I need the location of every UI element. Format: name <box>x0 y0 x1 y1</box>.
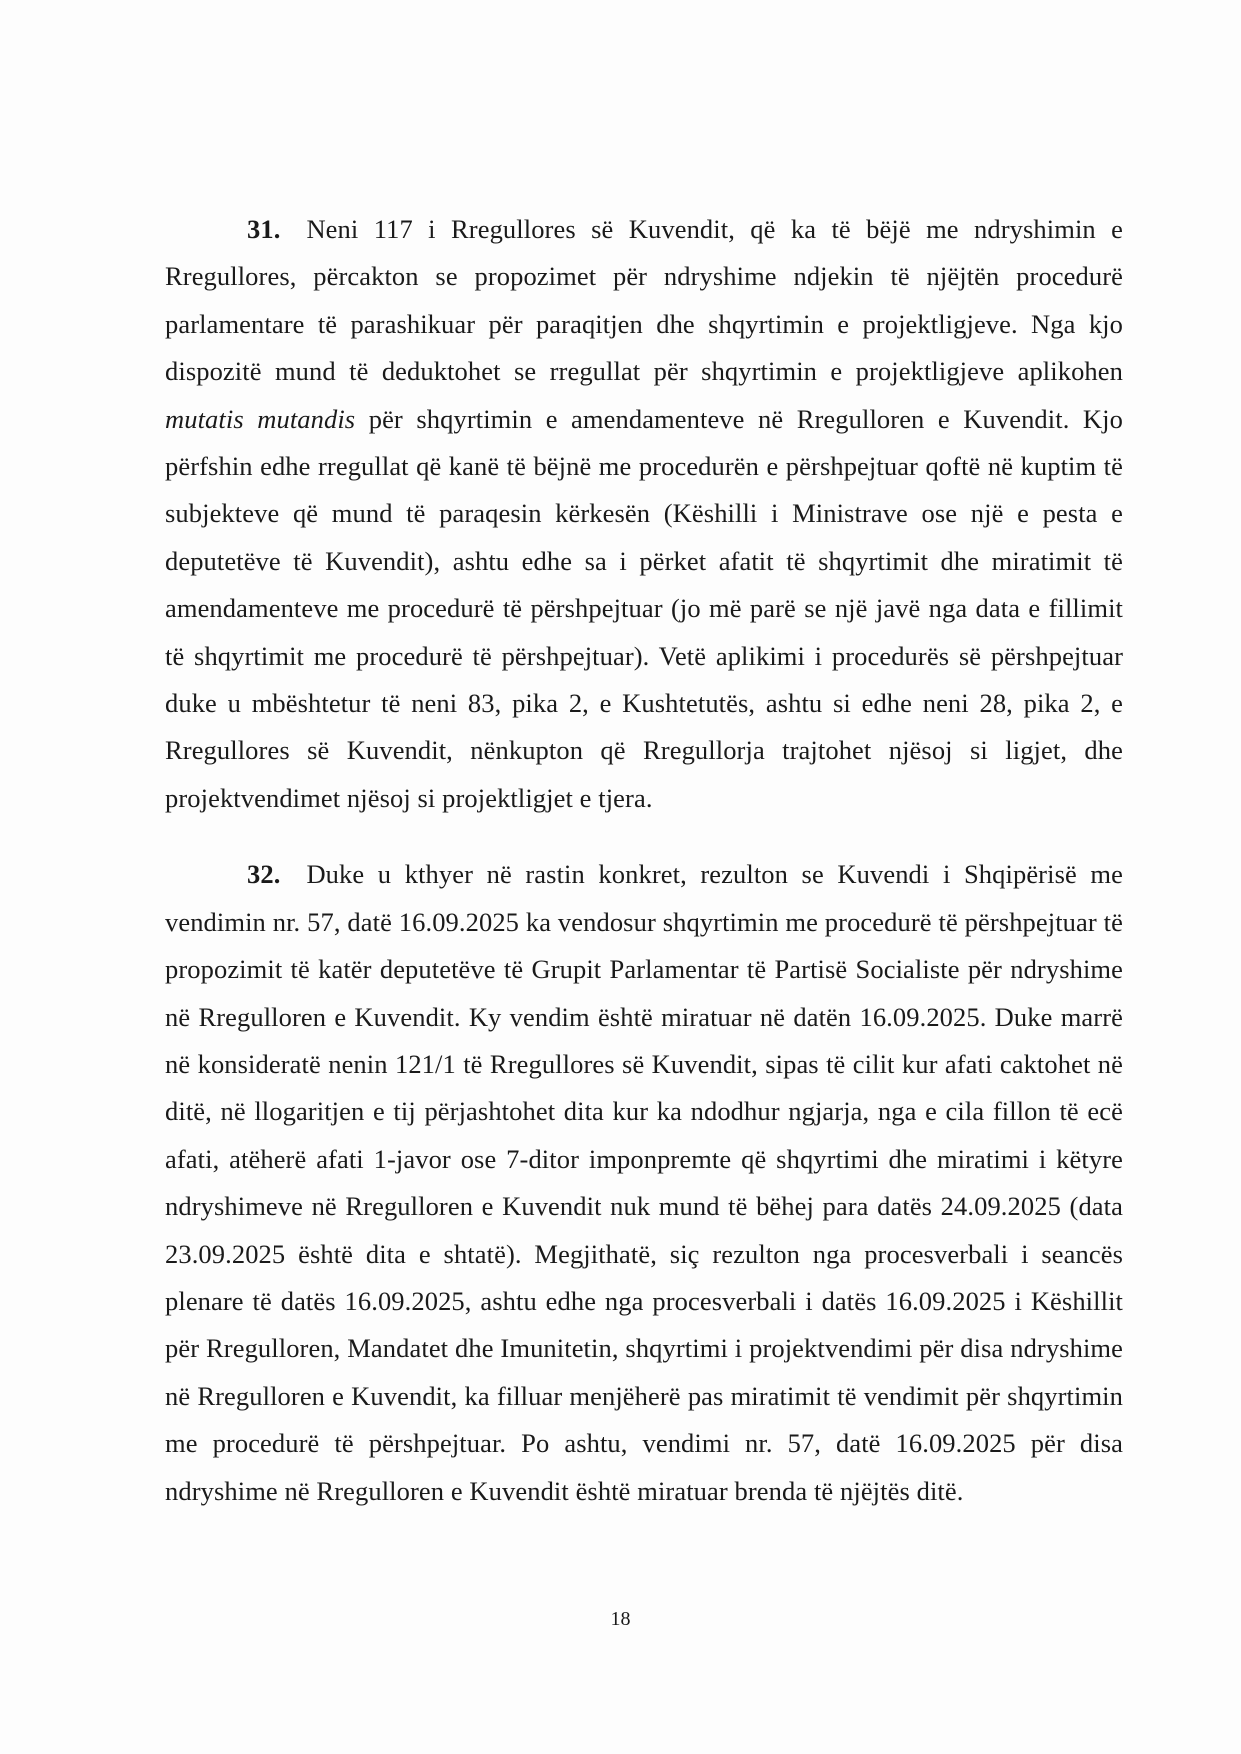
paragraph-number: 31. <box>247 214 281 244</box>
document-body <box>165 206 1123 1515</box>
paragraph-text: për shqyrtimin e amendamenteve në Rregulloren e Kuvendit. Kjo përfshin edhe rregullat që kanë të bëjnë me procedurën e përshpejtuar qoftë në kuptim të subjekteve që mund të paraqesin kërkesën (Këshilli i Ministrave ose një e pesta e deputetëve të Kuvendit), ashtu edhe sa i përket afatit të shqyrtimit dhe miratimit të amendamenteve me procedurë të përshpejtuar (jo më parë se një javë nga data e fillimit të shqyrtimit me procedurë të përshpejtuar). Vetë aplikimi i procedurës së përshpejtuar duke u mbështetur të neni 83, pika 2, e Kushtetutës, ashtu si edhe neni 28, pika 2, e Rregullores së Kuvendit, nënkupton që Rregullorja trajtohet njësoj si ligjet, dhe projektvendimet njësoj si projektligjet e tjera. <box>165 403 1123 813</box>
paragraph-number: 32. <box>247 859 281 890</box>
paragraph-text: Neni 117 i Rregullores së Kuvendit, që ka të bëjë me ndryshimin e Rregullores, përcakton se propozimet për ndryshime ndjekin të njëjtën procedurë parlamentare të parashikuar për paraqitjen dhe shqyrtimin e projektligjeve. Nga kjo dispozitë mund të deduktohet se rregullat për shqyrtimin e projektligjeve aplikohen <box>165 214 1123 387</box>
paragraph-31 <box>165 206 1123 822</box>
page-number: 18 <box>610 1608 631 1630</box>
paragraph-32 <box>165 851 1123 1515</box>
latin-phrase: mutatis mutandis <box>165 403 356 434</box>
paragraph-text: Duke u kthyer në rastin konkret, rezulton se Kuvendi i Shqipërisë me vendimin nr. 57, datë 16.09.2025 ka vendosur shqyrtimin me procedurë të përshpejtuar të propozimit të katër deputetëve të Grupit Parlamentar të Partisë Socialiste për ndryshime në Rregulloren e Kuvendit. Ky vendim është miratuar në datën 16.09.2025. Duke marrë në konsideratë nenin 121/1 të Rregullores së Kuvendit, sipas të cilit kur afati caktohet në ditë, në llogaritjen e tij përjashtohet dita kur ka ndodhur ngjarja, nga e cila fillon të ecë afati, atëherë afati 1-javor ose 7-ditor imponpremte që shqyrtimi dhe miratimi i këtyre ndryshimeve në Rregulloren e Kuvendit nuk mund të bëhej para datës 24.09.2025 (data 23.09.2025 është dita e shtatë). Megjithatë, siç rezulton nga procesverbali i seancës plenare të datës 16.09.2025, ashtu edhe nga procesverbali i datës 16.09.2025 i Këshillit për Rregulloren, Mandatet dhe Imunitetin, shqyrtimi i projektvendimi për disa ndryshime në Rregulloren e Kuvendit, ka filluar menjëherë pas miratimit të vendimit për shqyrtimin me procedurë të përshpejtuar. Po ashtu, vendimi nr. 57, datë 16.09.2025 për disa ndryshime në Rregulloren e Kuvendit është miratuar brenda të njëjtës ditë. <box>165 859 1123 1506</box>
